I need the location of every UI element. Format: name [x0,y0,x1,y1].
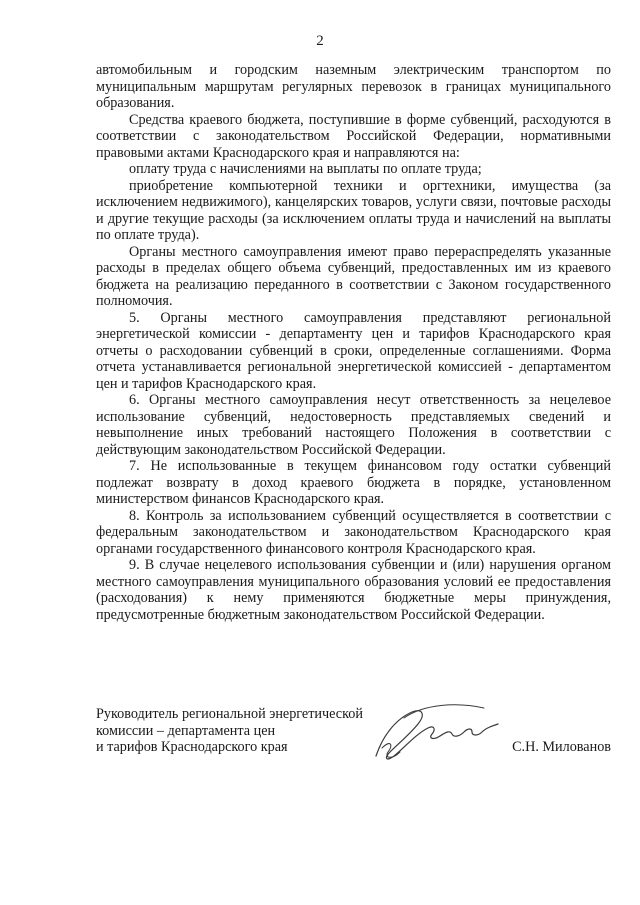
paragraph: автомобильным и городским наземным электрическим транспортом по муниципальным маршрутам регулярных перевозок в границах муниципального образования. [96,62,611,111]
paragraph: оплату труда с начислениями на выплаты по оплате труда; [129,161,482,177]
handwritten-signature [364,698,514,768]
page-number: 2 [316,33,324,49]
paragraph: 5. Органы местного самоуправления представляют региональной энергетической комиссии - департаменту цен и тарифов Краснодарского края отчеты о расходовании субвенций в сроки, определенные соглашениями. Форма отчета устанавливается региональной энергетической комиссией - департаментом цен и тарифов Краснодарского края. [96,309,611,392]
paragraph: 9. В случае нецелевого использования субвенции и (или) нарушения органом местного самоуправления муниципального образования условий ее предоставления (расходования) к нему применяются бюджетные меры принуждения, предусмотренные бюджетным законодательством Российской Федерации. [96,557,611,623]
paragraph: Средства краевого бюджета, поступившие в форме субвенций, расходуются в соответствии с законодательством Российской Федерации, нормативными правовыми актами Краснодарского края и направляются на: [96,111,611,161]
paragraph: Органы местного самоуправления имеют право перераспределять указанные расходы в пределах общего объема субвенций, предоставленных им из краевого бюджета на реализацию переданного в соответствии с Законом государственного полномочия. [96,243,611,309]
signature-block [96,706,611,776]
signer-name: С.Н. Милованов [512,739,611,755]
signer-position-line: Руководитель региональной энергетической [96,706,363,722]
signer-position-line: и тарифов Краснодарского края [96,739,288,755]
paragraph: приобретение компьютерной техники и оргтехники, имущества (за исключением недвижимого), канцелярских товаров, услуги связи, почтовые расходы и другие текущие расходы (за исключением оплаты труда и начислений на выплаты по оплате труда). [96,177,611,243]
paragraph: 7. Не использованные в текущем финансовом году остатки субвенций подлежат возврату в доход краевого бюджета в порядке, установленном министерством финансов Краснодарского края. [96,458,611,507]
paragraph: 6. Органы местного самоуправления несут ответственность за нецелевое использование субвенций, недостоверность представляемых сведений и невыполнение иных требований настоящего Положения в соответствии с действующим законодательством Российской Федерации. [96,392,611,458]
document-body [96,62,611,623]
paragraph: 8. Контроль за использованием субвенций осуществляется в соответствии с федеральным законодательством и законодательством Краснодарского края органами государственного финансового контроля Краснодарского края. [96,507,611,557]
signer-position-line: комиссии – департамента цен [96,722,276,739]
